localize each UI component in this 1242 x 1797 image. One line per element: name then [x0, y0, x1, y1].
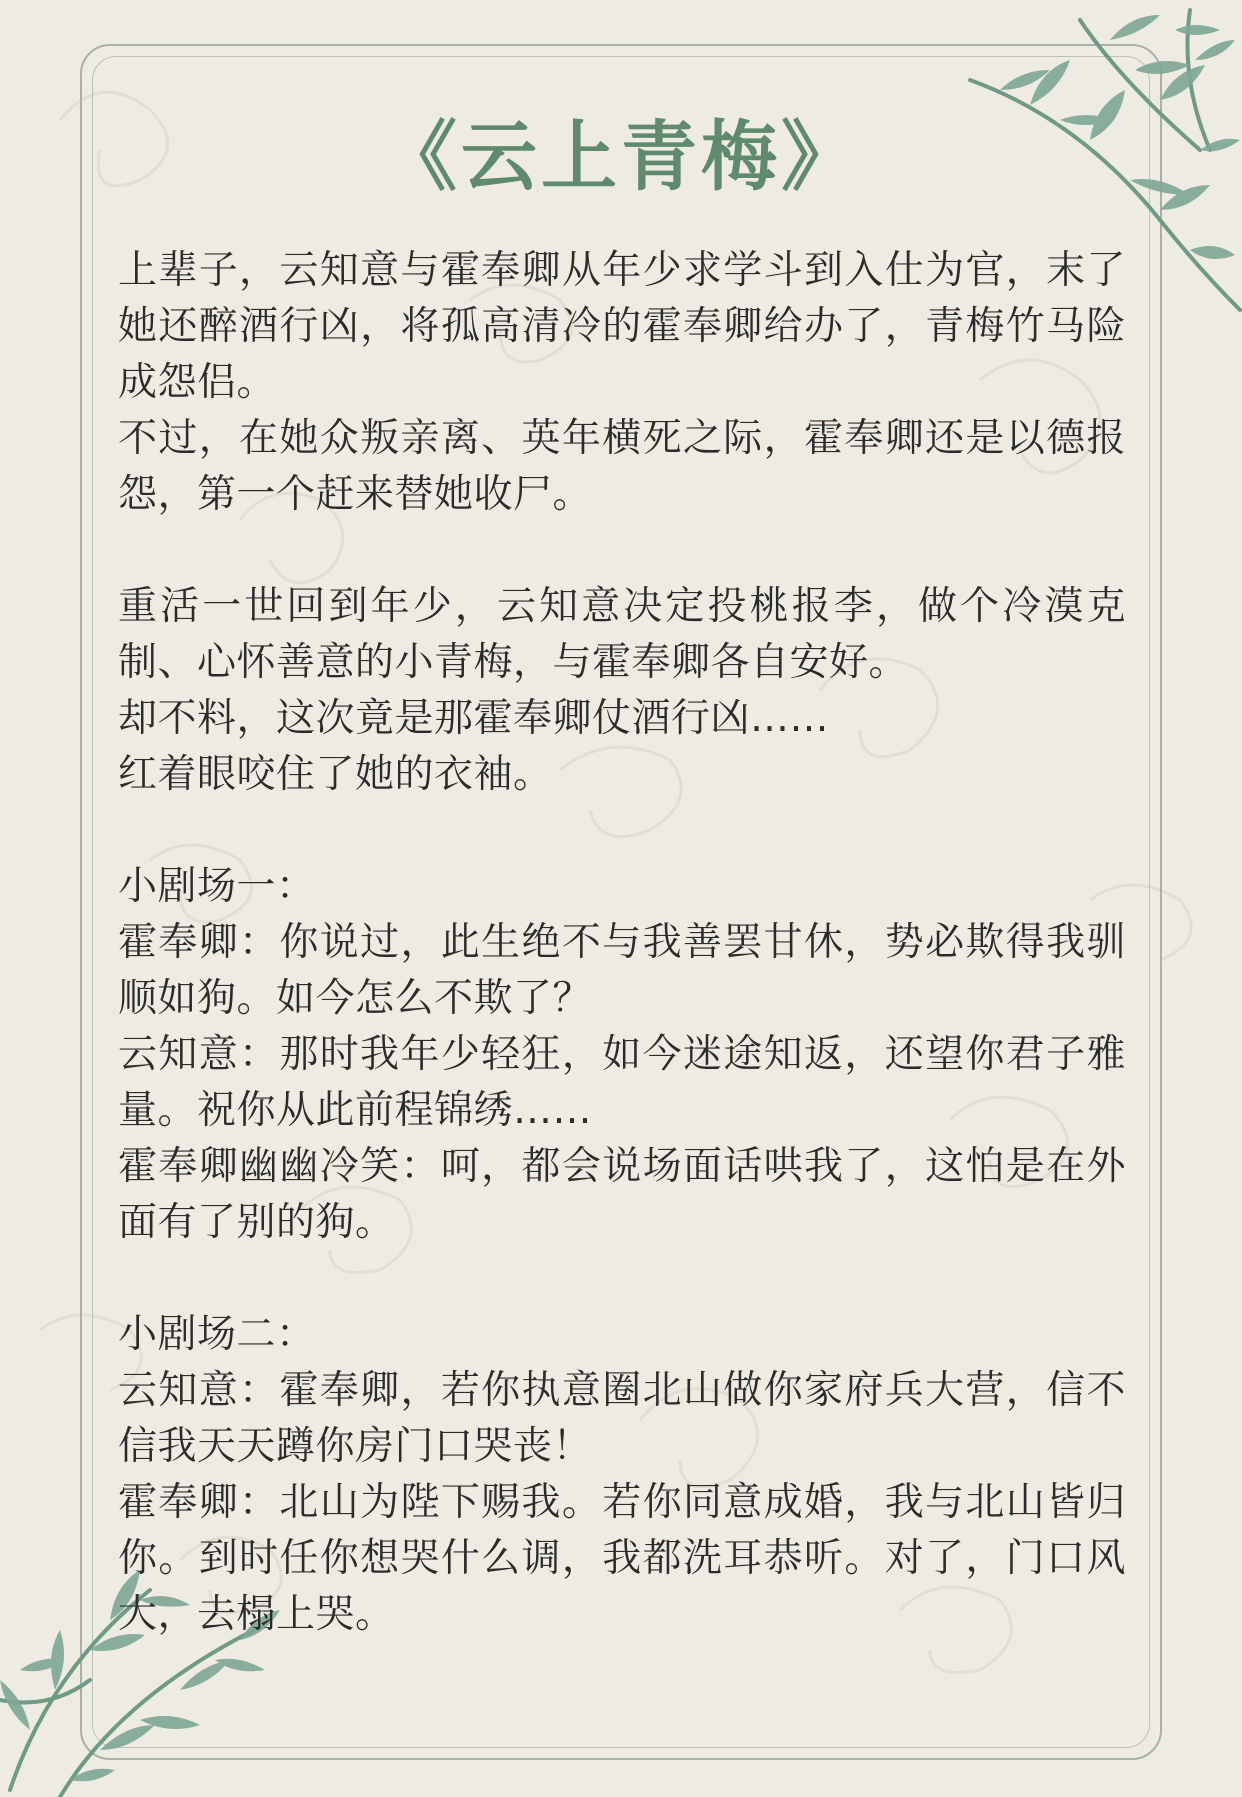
section-heading: 小剧场一： — [118, 864, 316, 909]
synopsis-body — [118, 243, 1126, 1643]
paragraph: 重活一世回到年少，云知意决定投桃报李，做个冷漠克制、心怀善意的小青梅，与霍奉卿各自安好。 — [118, 584, 1126, 685]
paragraph: 红着眼咬住了她的衣袖。 — [118, 752, 553, 797]
dialogue-line: 云知意：霍奉卿，若你执意圈北山做你家府兵大营，信不信我天天蹲你房门口哭丧！ — [118, 1368, 1126, 1469]
paragraph: 上辈子，云知意与霍奉卿从年少求学斗到入仕为官，末了她还醉酒行凶，将孤高清冷的霍奉卿给办了，青梅竹马险成怨侣。 — [118, 248, 1126, 405]
dialogue-line: 霍奉卿幽幽冷笑：呵，都会说场面话哄我了，这怕是在外面有了别的狗。 — [118, 1144, 1126, 1245]
dialogue-line: 霍奉卿：你说过，此生绝不与我善罢甘休，势必欺得我驯顺如狗。如今怎么不欺了？ — [118, 920, 1126, 1021]
paragraph-gap — [118, 523, 1126, 579]
section-heading: 小剧场二： — [118, 1312, 316, 1357]
paragraph: 不过，在她众叛亲离、英年横死之际，霍奉卿还是以德报怨，第一个赶来替她收尸。 — [118, 416, 1126, 517]
dialogue-line: 霍奉卿：北山为陛下赐我。若你同意成婚，我与北山皆归你。到时任你想哭什么调，我都洗耳恭听。对了，门口风大，去榻上哭。 — [118, 1480, 1126, 1637]
paragraph: 却不料，这次竟是那霍奉卿仗酒行凶…… — [118, 696, 830, 741]
paragraph-gap — [118, 1251, 1126, 1307]
dialogue-line: 云知意：那时我年少轻狂，如今迷途知返，还望你君子雅量。祝你从此前程锦绣…… — [118, 1032, 1126, 1133]
paragraph-gap — [118, 803, 1126, 859]
book-title: 《云上青梅》 — [381, 112, 861, 201]
